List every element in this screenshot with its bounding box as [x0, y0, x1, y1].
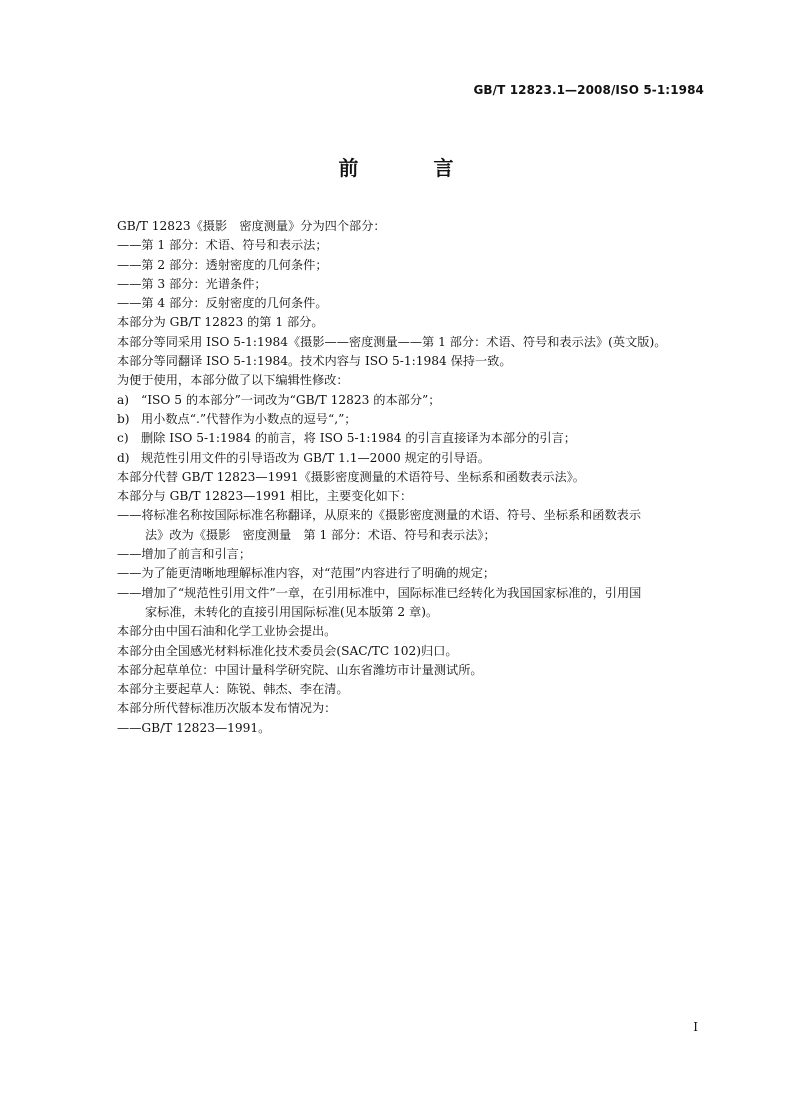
page-number: I [693, 1020, 698, 1034]
list-marker: d) [117, 450, 130, 465]
part-list-item: ——第 4 部分：反射密度的几何条件。 [117, 296, 328, 311]
paragraph: 本部分与 GB/T 12823—1991 相比，主要变化如下： [117, 489, 413, 504]
change-list-item: ——增加了“规范性引用文件”一章，在引用标准中，国际标准已经转化为我国国家标准的，引用国 [117, 585, 642, 600]
page-title: 前 言 [338, 156, 488, 180]
change-list-item-continuation: 法》改为《摄影 密度测量 第 1 部分：术语、符号和表示法》； [145, 527, 496, 542]
paragraph: 本部分主要起草人：陈锐、韩杰、李在清。 [117, 682, 349, 697]
paragraph: 本部分起草单位：中国计量科学研究院、山东省潍坊市计量测试所。 [117, 662, 483, 677]
change-list-item: ——为了能更清晰地理解标准内容，对“范围”内容进行了明确的规定； [117, 566, 496, 581]
paragraph: 本部分代替 GB/T 12823—1991《摄影密度测量的术语符号、坐标系和函数表示法》。 [117, 469, 585, 484]
edit-list-item [117, 391, 711, 410]
standard-code-header: GB/T 12823.1—2008/ISO 5-1:1984 [473, 83, 704, 97]
paragraph: 本部分由中国石油和化学工业协会提出。 [117, 624, 337, 639]
list-text: 用小数点“.”代替作为小数点的逗号“,”； [141, 411, 357, 426]
part-list-item: ——第 2 部分：透射密度的几何条件； [117, 257, 328, 272]
part-list-item: ——第 1 部分：术语、符号和表示法； [117, 238, 328, 253]
paragraph: 本部分所代替标准历次版本发布情况为： [117, 701, 337, 716]
change-list-item: ——增加了前言和引言； [117, 547, 252, 562]
edit-list-item [117, 410, 711, 429]
history-list-item: ——GB/T 12823—1991。 [117, 720, 271, 735]
paragraph: 本部分为 GB/T 12823 的第 1 部分。 [117, 315, 324, 330]
list-marker: c) [117, 431, 129, 446]
paragraph: 本部分等同采用 ISO 5-1:1984《摄影——密度测量——第 1 部分：术语、符号和表示法》(英文版)。 [117, 334, 667, 349]
foreword-body [117, 217, 711, 738]
paragraph: 为便于使用，本部分做了以下编辑性修改： [117, 373, 349, 388]
paragraph: 本部分等同翻译 ISO 5-1:1984。技术内容与 ISO 5-1:1984 保持一致。 [117, 354, 512, 369]
change-list-item-continuation: 家标准，未转化的直接引用国际标准(见本版第 2 章)。 [145, 604, 439, 619]
edit-list-item [117, 429, 711, 448]
paragraph: 本部分由全国感光材料标准化技术委员会(SAC/TC 102)归口。 [117, 643, 458, 658]
list-marker: b) [117, 411, 130, 426]
edit-list-item [117, 449, 711, 468]
list-text: 规范性引用文件的引导语改为 GB/T 1.1—2000 规定的引导语。 [141, 450, 490, 465]
paragraph: GB/T 12823《摄影 密度测量》分为四个部分： [117, 219, 386, 233]
part-list-item: ——第 3 部分：光谱条件； [117, 276, 267, 291]
change-list-item: ——将标准名称按国际标准名称翻译，从原来的《摄影密度测量的术语、符号、坐标系和函数表示 [117, 508, 642, 523]
list-text: “ISO 5 的本部分”一词改为“GB/T 12823 的本部分”； [141, 392, 441, 407]
list-marker: a) [117, 392, 130, 407]
list-text: 删除 ISO 5-1:1984 的前言，将 ISO 5-1:1984 的引言直接译为本部分的引言； [141, 431, 576, 446]
